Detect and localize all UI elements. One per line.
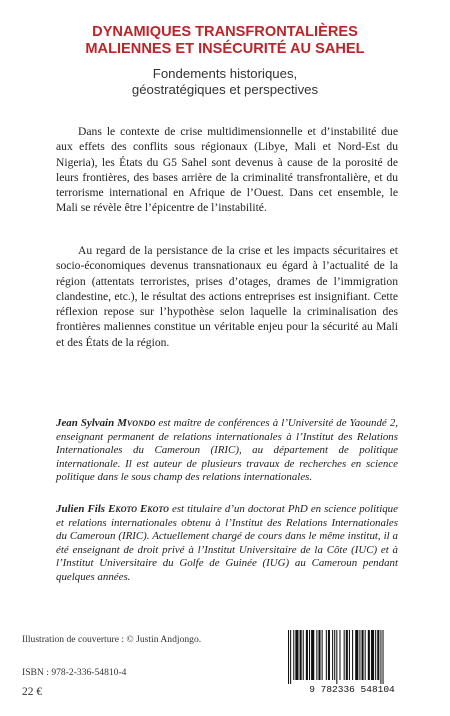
barcode-bar — [326, 630, 327, 680]
barcode-bar — [288, 630, 289, 684]
author-bio-2 — [56, 503, 398, 585]
barcode-bar — [290, 630, 291, 684]
subtitle-line-2: géostratégiques et perspectives — [131, 82, 319, 97]
barcode-bar — [303, 630, 304, 680]
isbn: ISBN : 978-2-336-54810-4 — [22, 667, 127, 678]
barcode-bar — [359, 630, 360, 680]
author-1-bio-text: est maître de conférences à l’Université de Yaoundé 2, enseignant permanent de relations internationales à l’Institut des Relations Internationales du Cameroun (IRIC), au département de politique internationale. Il est auteur de plusieurs travaux de recherches en science politique dans le sous champ des relations internationales. — [56, 417, 398, 484]
barcode-bar — [295, 630, 298, 680]
barcode-bar — [309, 630, 310, 680]
title-line-2: MALIENNES ET INSÉCURITÉ AU SAHEL — [85, 41, 365, 57]
barcode-bars — [288, 630, 384, 684]
barcode-bar — [380, 630, 381, 684]
summary-paragraph-1: Dans le contexte de crise multidimensionnelle et d’instabilité due aux effets des conflits sous régionaux (Libye, Mali et Nord-Est du Nigeria), les États du G5 Sahel sont devenus à cause de la porosité de leurs frontières, des bases arrière de la criminalité transfrontalière, et du terrorisme international en Afrique de l’Ouest. Dans cet ensemble, le Mali se révèle être l’épicentre de l’instabilité. — [56, 125, 398, 215]
barcode-bar — [334, 630, 335, 680]
barcode-bar — [316, 630, 317, 680]
book-subtitle — [0, 66, 450, 98]
barcode-bar — [339, 630, 340, 680]
subtitle-line-1: Fondements historiques, — [152, 66, 298, 81]
author-1-name — [56, 417, 155, 429]
cover-illustration-credit: Illustration de couverture : © Justin Andjongo. — [22, 634, 202, 645]
barcode-bar — [375, 630, 376, 680]
barcode-bar — [332, 630, 333, 680]
barcode-bar — [362, 630, 364, 680]
author-1-surname: Mvondo — [117, 417, 156, 429]
book-title — [0, 24, 450, 58]
author-2-surname: Ekoto Ekoto — [108, 503, 169, 515]
barcode-digits: 9 782336 548104 — [309, 684, 395, 694]
barcode-bar — [355, 630, 358, 680]
barcode-bar — [346, 630, 348, 680]
barcode-bar — [336, 630, 337, 684]
barcode-bar — [311, 630, 314, 680]
barcode-bar — [318, 630, 320, 680]
title-line-1: DYNAMIQUES TRANSFRONTALIÈRES — [92, 24, 358, 40]
barcode-bar — [344, 630, 345, 680]
author-2-name — [56, 503, 169, 515]
author-2-bio-text: est titulaire d’un doctorat PhD en science politique et relations internationales obtenu à l’Institut des Relations Internationales du Cameroun (IRIC). Actuellement chargé de cours dans le même institut, il a été enseignant de droit privé à l’Institut Universitaire de la Côte (IUC) et à l’Institut Universitaire du Golfe de Guinée (IUG) au Cameroun pendant quelques années. — [56, 503, 398, 583]
barcode-icon — [278, 628, 426, 694]
barcode-bar — [349, 630, 350, 680]
author-2-first-name: Julien Fils — [56, 503, 106, 515]
barcode-bar — [328, 630, 330, 680]
barcode-bar — [306, 630, 308, 680]
summary-paragraph-2: Au regard de la persistance de la crise et les impacts sécuritaires et socio-économiques devenus transnationaux eu égard à l’actualité de la région (attentats terroristes, prises d’otages, drames de l’immigration clandestine, etc.), le résultat des actions entreprises est insignifiant. Cette réflexion repose sur l’hypothèse selon laquelle la criminalisation des frontières maliennes constitue un véritable enjeu pour la sécurité au Mali et des États de la région. — [56, 244, 398, 349]
barcode-bar — [377, 630, 379, 680]
barcode-bar — [300, 630, 302, 680]
barcode-bar — [365, 630, 366, 680]
barcode-bar — [352, 630, 353, 680]
barcode-bar — [293, 630, 294, 680]
author-1-first-name: Jean Sylvain — [56, 417, 115, 429]
barcode-bar — [371, 630, 374, 680]
barcode-bar — [383, 630, 384, 684]
price: 22 € — [22, 686, 43, 698]
barcode-bar — [322, 630, 323, 680]
barcode-bar — [368, 630, 370, 680]
author-bio-1 — [56, 417, 398, 485]
